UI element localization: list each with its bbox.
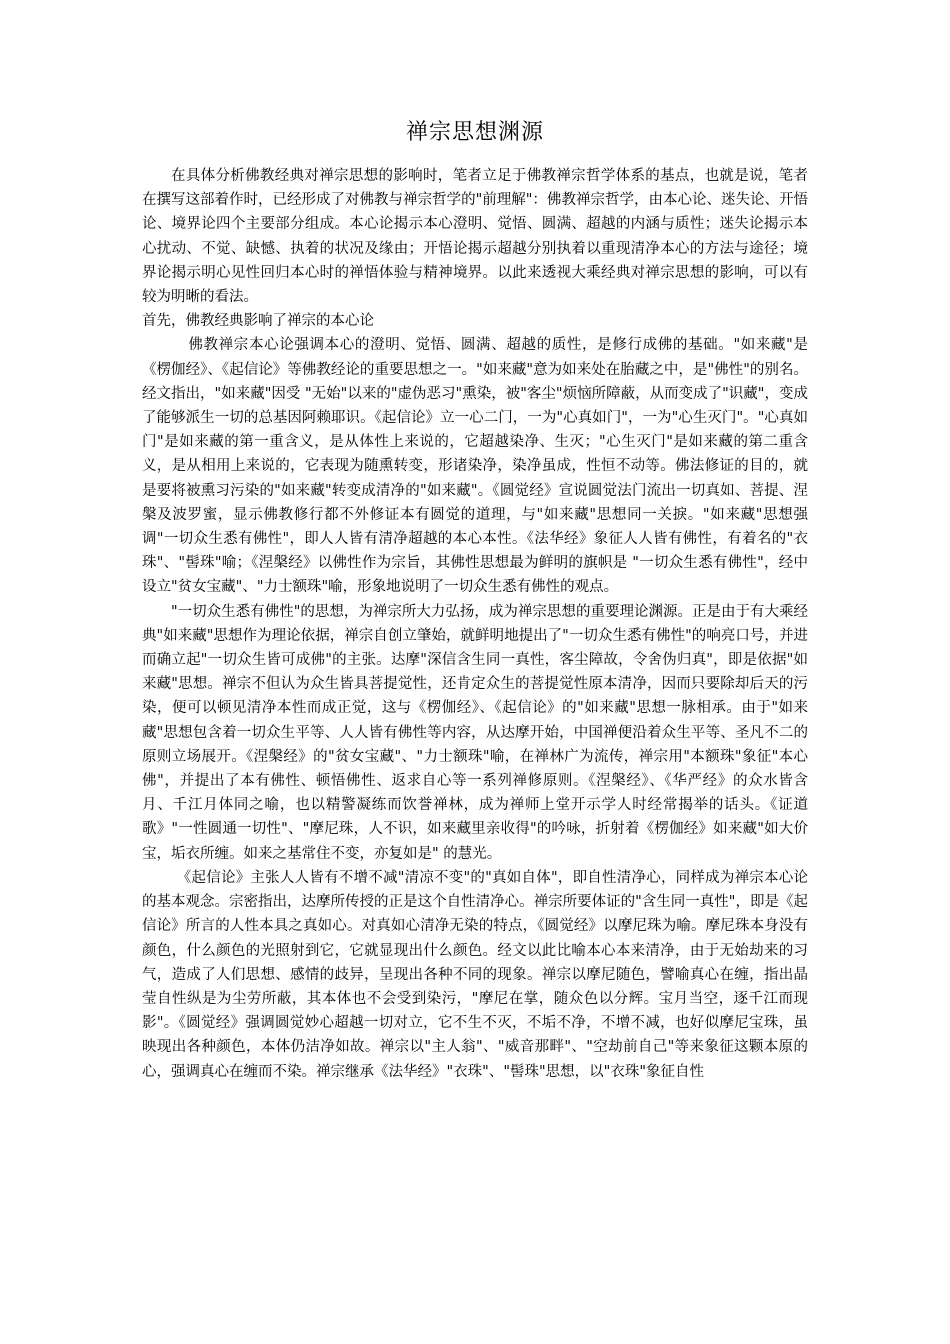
document-title: 禅宗思想渊源 (405, 120, 544, 145)
paragraph-foxing: "一切众生悉有佛性"的思想，为禅宗所大力弘扬，成为禅宗思想的重要理论渊源。正是由于有大乘经典"如来藏"思想作为理论依据，禅宗自创立肇始，就鲜明地提出了"一切众生悉有佛性"的响亮口号，并进而确立起"一切众生皆可成佛"的主张。达摩"深信含生同一真性，客尘障故，令舍伪归真"，即是依据"如来藏"思想。禅宗不但认为众生皆具菩提觉性，还肯定众生的菩提觉性原本清净，因而只要除却后天的污染，便可以顿见清净本性而成正觉，这与《楞伽经》、《起信论》的"如来藏"思想一脉相承。由于"如来藏"思想包含着一切众生平等、人人皆有佛性等内容，从达摩开始，中国禅便沿着众生平等、圣凡不二的原则立场展开。《涅槃经》的"贫女宝藏"、"力士额珠"喻，在禅林广为流传，禅宗用"本额珠"象征"本心佛"，并提出了本有佛性、顿悟佛性、返求自心等一系列禅修原则。《涅槃经》、《华严经》的众水皆含月、千江月体同之喻，也以精警凝练而饮誉禅林，成为禅师上堂开示学人时经常揭举的话头。《证道歌》"一性圆通一切性"、"摩尼珠，人不识，如来藏里亲收得"的吟咏，折射着《楞伽经》如来藏"如大价宝，垢衣所缠。如来之基常住不变，亦复如是" 的慧光。 (142, 603, 808, 862)
section-heading: 首先，佛教经典影响了禅宗的本心论 (142, 313, 374, 330)
paragraph-intro: 在具体分析佛教经典对禅宗思想的影响时，笔者立足于佛教禅宗哲学体系的基点，也就是说，笔者在撰写这部着作时，已经形成了对佛教与禅宗哲学的"前理解"：佛教禅宗哲学，由本心论、迷失论、开悟论、境界论四个主要部分组成。本心论揭示本心澄明、觉悟、圆满、超越的内涵与质性；迷失论揭示本心扰动、不觉、缺憾、执着的状况及缘由；开悟论揭示超越分别执着以重现清净本心的方法与途径；境界论揭示明心见性回归本心时的禅悟体验与精神境界。以此来透视大乘经典对禅宗思想的影响，可以有较为明晰的看法。 (142, 168, 808, 306)
paragraph-benxin: 佛教禅宗本心论强调本心的澄明、觉悟、圆满、超越的质性，是修行成佛的基础。"如来藏"是《楞伽经》、《起信论》等佛教经论的重要思想之一。"如来藏"意为如来处在胎藏之中，是"佛性"的别名。经文指出，"如来藏"因受 "无始"以来的"虚伪恶习"熏染，被"客尘"烦恼所障蔽，从而变成了"识藏"，变成了能够派生一切的总基因阿赖耶识。《起信论》立一心二门，一为"心真如门"，一为"心生灭门"。"心真如门"是如来藏的第一重含义，是从体性上来说的，它超越染净、生灭；"心生灭门"是如来藏的第二重含义，是从相用上来说的，它表现为随熏转变，形诸染净，染净虽成，性恒不动等。佛法修证的目的，就是要将被熏习污染的"如来藏"转变成清净的"如来藏"。《圆觉经》宣说圆觉法门流出一切真如、菩提、涅槃及波罗蜜，显示佛教修行都不外修证本有圆觉的道理，与"如来藏"思想同一关捩。"如来藏"思想强调"一切众生悉有佛性"，即人人皆有清净超越的本心本性。《法华经》象征人人皆有佛性，有着名的"衣珠"、"髻珠"喻；《涅槃经》以佛性作为宗旨，其佛性思想最为鲜明的旗帜是 "一切众生悉有佛性"，经中设立"贫女宝藏"、"力士额珠"喻，形象地说明了一切众生悉有佛性的观点。 (142, 337, 808, 596)
paragraph-qixinlun: 《起信论》主张人人皆有不增不减"清凉不变"的"真如自体"，即自性清净心，同样成为禅宗本心论的基本观念。宗密指出，达摩所传授的正是这个自性清净心。禅宗所要体证的"含生同一真性"，即是《起信论》所言的人性本具之真如心。对真如心清净无染的特点，《圆觉经》以摩尼珠为喻。摩尼珠本身没有颜色，什么颜色的光照射到它，它就显现出什么颜色。经文以此比喻本心本来清净，由于无始劫来的习气，造成了人们思想、感情的歧异，呈现出各种不同的现象。禅宗以摩尼随色，譬喻真心在缠，指出晶莹自性纵是为尘劳所蔽，其本体也不会受到染污，"摩尼在掌，随众色以分辉。宝月当空，逐千江而现影"。《圆觉经》强调圆觉妙心超越一切对立，它不生不灭，不垢不净，不增不减，也好似摩尼宝珠，虽映现出各种颜色，本体仍洁净如故。禅宗以"主人翁"、"威音那畔"、"空劫前自己"等来象征这颗本原的心，强调真心在缠而不染。禅宗继承《法华经》"衣珠"、"髻珠"思想，以"衣珠"象征自性 (142, 869, 808, 1080)
document-body (142, 164, 808, 1084)
